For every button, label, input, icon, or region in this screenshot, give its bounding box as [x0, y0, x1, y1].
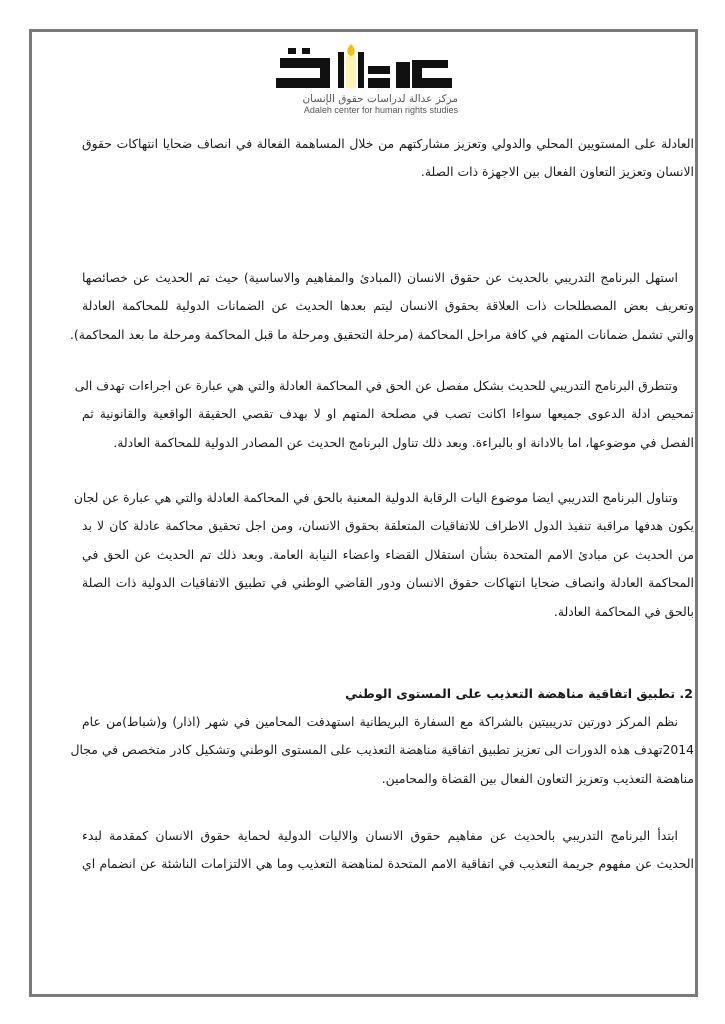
paragraph-intro-continuation: [82, 130, 694, 187]
paragraph-training-courses: [70, 708, 694, 793]
paragraph-torture-convention: [82, 822, 694, 879]
logo-arabic-subtitle: مركز عدالة لدراسات حقوق الإنسان: [302, 93, 458, 105]
text-line: استهل البرنامج التدريبي بالحديث عن حقوق الانسان (المبادئ والمفاهيم والاساسية) حيث تم الحديث عن خصائصها: [82, 270, 678, 285]
text-line: مناهضة التعذيب وتعزيز التعاون الفعال بين القضاة والمحامين.: [381, 770, 694, 786]
text-line: 2014تهدف هذه الدورات الى تعزيز تطبيق اتفاقية مناهضة التعذيب على المستوى الوطني وتشكيل كادر متخصص في مجال: [70, 742, 694, 758]
logo-wordmark-icon: [272, 42, 458, 94]
text-line: يكون هدفها مراقبة تنفيذ الدول الاطراف للاتفاقيات المتعلقة بحقوق الانسان، ومن اجل تحقيق محاكمة عادلة كان لا بد: [82, 518, 694, 534]
text-line: وتتطرق البرنامج التدريبي للحديث بشكل مفصل عن الحق في المحاكمة العادلة والتي هي عبارة عن اجراءات تهدف الى: [74, 378, 678, 393]
logo-english-subtitle: Adaleh center for human rights studies: [303, 105, 458, 115]
text-line: الحديث عن مفهوم جريمة التعذيب في اتفاقية الامم المتحدة لمناهضة التعذيب وما هي الالتزامات الناشئة عن انضمام اي: [82, 856, 694, 872]
text-line: تمحيص ادلة الدعوى جميعها سواءا اكانت تصب في مصلحة المتهم او لا بهدف تقصي الحقيقة الواقعية والقانونية ثم: [82, 406, 694, 422]
text-line: العادلة على المستويين المحلي والدولي وتعزيز مشاركتهم من خلال المساهمة الفعالة في انصاف ضحايا انتهاكات حقوق: [82, 136, 694, 151]
text-line: بالحق في المحاكمة العادلة.: [553, 603, 694, 619]
text-line: من الحديث عن مبادئ الامم المتحدة بشأن استقلال القضاء واعضاء النيابة العامة. وبعد ذلك تم الحديث عن الحق في: [82, 546, 694, 562]
text-line: وتناول البرنامج التدريبي ايضا موضوع اليات الرقابة الدولية المعنية بالحق في المحاكمة العادلة والتي هي عبارة عن لجان: [73, 490, 678, 505]
adaleh-logo: [272, 42, 458, 118]
paragraph-fair-trial: [74, 372, 694, 457]
paragraph-monitoring-mechanisms: [73, 484, 694, 626]
text-line: نظم المركز دورتين تدريبيتين بالشراكة مع السفارة البريطانية استهدفت المحامين في شهر (اذار) و(شباط)من عام: [82, 714, 678, 729]
text-line: والتي تشمل ضمانات المتهم في كافة مراحل المحاكمة (مرحلة التحقيق ومرحلة ما قبل المحاكمة ومرحلة ما بعد المحاكمة).: [69, 326, 694, 342]
paragraph-human-rights-concepts: [69, 264, 694, 349]
section-heading: 2. تطبيق اتفاقية مناهضة التعذيب على المستوى الوطني: [345, 686, 693, 701]
text-line: الفصل في موضوعها، اما بالادانة او بالبراءة. وبعد ذلك تناول البرنامج الحديث عن المصادر الدولية للمحاكمة العادلة.: [113, 434, 694, 450]
text-line: المحاكمة العادلة وانصاف ضحايا انتهاكات حقوق الانسان ودور القاضي الوطني في تطبيق الاتفاقيات الدولية ذات الصلة: [82, 575, 694, 591]
text-line: الانسان وتعزيز التعاون الفعال بين الاجهزة ذات الصلة.: [420, 164, 694, 180]
text-line: ابتدأ البرنامج التدريبي بالحديث عن مفاهيم حقوق الانسان والاليات الدولية لحماية حقوق الانسان كمقدمة لبدء: [82, 828, 678, 843]
text-line: وتعريف بعض المصطلحات ذات العلاقة بحقوق الانسان ليتم بعدها الحديث عن الضمانات الدولية للمحاكمة العادلة: [82, 298, 694, 314]
